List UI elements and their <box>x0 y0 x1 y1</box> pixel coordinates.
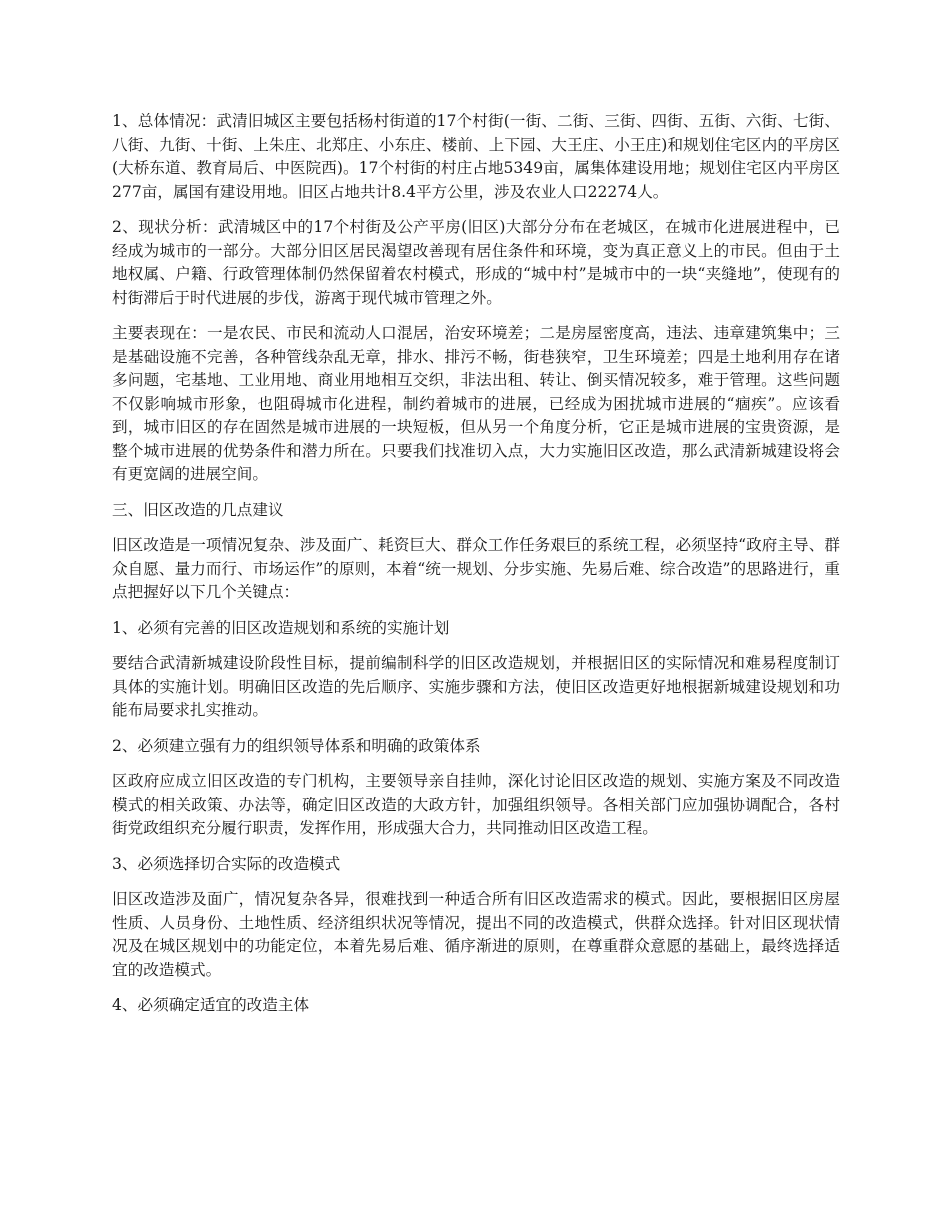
subheading-planning: 1、必须有完善的旧区改造规划和系统的实施计划 <box>112 618 450 637</box>
paragraph-main-issues: 主要表现在：一是农民、市民和流动人口混居，治安环境差；二是房屋密度高，违法、违章建筑集中；三是基础设施不完善，各种管线杂乱无章，排水、排污不畅，街巷狭窄，卫生环境差；四是土地利用存在诸多问题，宅基地、工业用地、商业用地相互交织，非法出租、转让、倒买情况较多，难于管理。这些问题不仅影响城市形象，也阻碍城市化进程，制约着城市的进展，已经成为困扰城市进展的“痼疾”。应该看到，城市旧区的存在固然是城市进展的一块短板，但从另一个角度分析，它正是城市进展的宝贵资源，是整个城市进展的优势条件和潜力所在。只要我们找准切入点，大力实施旧区改造，那么武清新城建设将会有更宽阔的进展空间。 <box>112 324 840 483</box>
paragraph-overview: 1、总体情况：武清旧城区主要包括杨村街道的17个村街(一街、二街、三街、四街、五街、六街、七街、八街、九街、十街、上朱庄、北郑庄、小东庄、楼前、上下园、大王庄、小王庄)和规划住宅区内的平房区(大桥东道、教育局后、中医院西)。17个村街的村庄占地5349亩，属集体建设用地；规划住宅区内平房区277亩，属国有建设用地。旧区占地共计8.4平方公里，涉及农业人口22274人。 <box>112 112 840 201</box>
subheading-mode: 3、必须选择切合实际的改造模式 <box>112 854 341 873</box>
paragraph-suggestions-intro: 旧区改造是一项情况复杂、涉及面广、耗资巨大、群众工作任务艰巨的系统工程，必须坚持“政府主导、群众自愿、量力而行、市场运作”的原则，本着“统一规划、分步实施、先易后难、综合改造”的思路进行，重点把握好以下几个关键点： <box>112 536 840 601</box>
paragraph-mode: 旧区改造涉及面广，情况复杂各异，很难找到一种适合所有旧区改造需求的模式。因此，要根据旧区房屋性质、人员身份、土地性质、经济组织状况等情况，提出不同的改造模式，供群众选择。针对旧区现状情况及在城区规划中的功能定位，本着先易后难、循序渐进的原则，在尊重群众意愿的基础上，最终选择适宜的改造模式。 <box>112 890 840 979</box>
subheading-leadership: 2、必须建立强有力的组织领导体系和明确的政策体系 <box>112 736 481 755</box>
paragraph-leadership: 区政府应成立旧区改造的专门机构，主要领导亲自挂帅，深化讨论旧区改造的规划、实施方案及不同改造模式的相关政策、办法等，确定旧区改造的大政方针，加强组织领导。各相关部门应加强协调配合，各村街党政组织充分履行职责，发挥作用，形成强大合力，共同推动旧区改造工程。 <box>112 772 840 837</box>
paragraph-planning: 要结合武清新城建设阶段性目标，提前编制科学的旧区改造规划，并根据旧区的实际情况和难易程度制订具体的实施计划。明确旧区改造的先后顺序、实施步骤和方法，使旧区改造更好地根据新城建设规划和功能布局要求扎实推动。 <box>112 654 840 719</box>
paragraph-status-analysis: 2、现状分析：武清城区中的17个村街及公产平房(旧区)大部分分布在老城区，在城市化进展进程中，已经成为城市的一部分。大部分旧区居民渴望改善现有居住条件和环境，变为真正意义上的市民。但由于土地权属、户籍、行政管理体制仍然保留着农村模式，形成的“城中村”是城市中的一块“夹缝地”，使现有的村街滞后于时代进展的步伐，游离于现代城市管理之外。 <box>112 218 840 307</box>
section-heading-suggestions: 三、旧区改造的几点建议 <box>112 500 284 519</box>
subheading-subject: 4、必须确定适宜的改造主体 <box>112 996 310 1014</box>
document-body <box>112 110 840 1030</box>
